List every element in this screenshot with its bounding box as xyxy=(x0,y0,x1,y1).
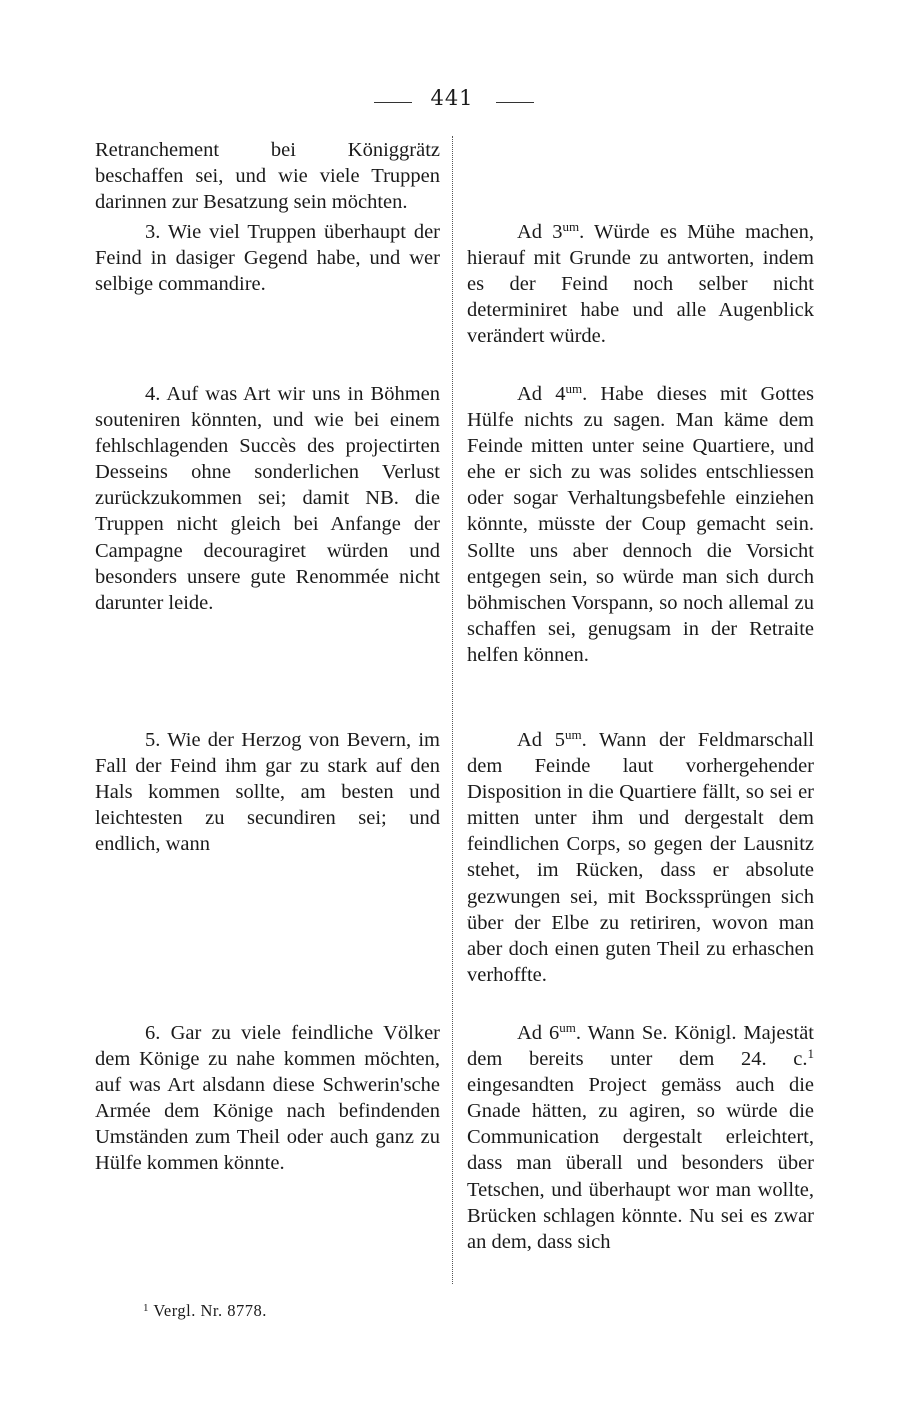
left-item-5-text: 5. Wie der Herzog von Bevern, im Fall der Feind ihm gar zu stark auf den Hals kommen sollte, am besten und leichtesten zu secundiren sei; und endlich, wann xyxy=(95,729,440,856)
ad-4-text: . Habe dieses mit Gottes Hülfe nichts zu sagen. Man käme dem Feinde mitten unter seine Quartiere, und ehe er sich zu was solides entschliessen oder sogar Verhaltungsbefehle einziehen könnte, müsste der Coup gemacht sein. Sollte uns aber dennoch die Vorsicht entgegen sein, so würde man sich durch böhmischen Vorspann, so noch allemal zu schaffen sei, genugsam in der Retraite helfen können. xyxy=(467,383,814,666)
ad-5-label: Ad 5 xyxy=(517,729,565,751)
header-rule-left xyxy=(374,102,412,103)
footnote-reference: 1 xyxy=(807,1046,814,1062)
footnote-marker: 1 xyxy=(143,1302,149,1314)
left-item-3-text: 3. Wie viel Truppen überhaupt der Feind in dasiger Gegend habe, und wer selbige commandire. xyxy=(95,221,440,296)
left-item-4-text: 4. Auf was Art wir uns in Böhmen souteniren könnten, und wie bei einem fehlschlagenden Succès des projectirten Desseins ohne sonderlichen Verlust zurückzukommen sei; damit NB. die Truppen nicht gleich bei Anfange der Campagne decouragiret würden und besonders unsere gute Renommée nicht darunter leide. xyxy=(95,383,440,614)
header-rule-right xyxy=(496,102,534,103)
ad-6-label: Ad 6 xyxy=(517,1022,560,1044)
ad-3-label: Ad 3 xyxy=(517,221,563,243)
ad-6-text-a: . Wann Se. Königl. Majestät dem bereits unter dem 24. c. xyxy=(467,1022,814,1071)
column-divider xyxy=(452,136,453,1284)
footnote xyxy=(143,1299,267,1323)
right-ad-3 xyxy=(467,219,814,349)
left-item-5 xyxy=(95,727,440,857)
ad-6-text-b: eingesandten Project gemäss auch die Gnade hätten, zu agiren, so würde die Communication dergestalt erleichtert, dass man überall und besonders über Tetschen, und überhaupt wor man wollte, Brücken schlagen könnte. Nu sei es zwar an dem, dass sich xyxy=(467,1074,814,1253)
footnote-text: Vergl. Nr. 8778. xyxy=(149,1301,267,1320)
page-header xyxy=(0,86,900,116)
ad-4-sup: um xyxy=(565,381,583,396)
ad-5-sup: um xyxy=(564,727,582,742)
ad-4-label: Ad 4 xyxy=(517,383,566,405)
right-ad-5 xyxy=(467,727,814,988)
left-item-6-text: 6. Gar zu viele feindliche Völker dem Könige zu nahe kommen möchten, auf was Art alsdann diese Schwerin'sche Armée dem Könige nach befindenden Umständen zum Theil oder auch ganz zu Hülfe kommen könnte. xyxy=(95,1022,440,1175)
left-item-4 xyxy=(95,381,440,616)
ad-5-text: . Wann der Feldmarschall dem Feinde laut vorhergehender Disposition in die Quartiere fällt, so sei er mitten unter ihm und dergestalt dem feindlichen Corps, so gegen der Lausnitz stehet, im Rücken, dass er absolute gezwungen sei, mit Bockssprüngen sich über der Elbe zu retiriren, wovon man aber doch einen guten Theil zu erhaschen verhoffte. xyxy=(467,729,814,986)
ad-6-sup: um xyxy=(559,1020,576,1035)
left-item-6 xyxy=(95,1020,440,1177)
ad-3-sup: um xyxy=(562,219,580,234)
ad-3-text: . Würde es Mühe machen, hierauf mit Grunde zu antworten, indem es der Feind noch selber nicht determiniret habe und alle Augenblick verändert würde. xyxy=(467,221,814,348)
right-ad-6 xyxy=(467,1020,814,1255)
page-number: 441 xyxy=(430,86,474,110)
left-continuation: Retranchement bei Königgrätz beschaffen sei, und wie viele Truppen darinnen zur Besatzung sein möchten. xyxy=(95,139,440,214)
right-ad-4 xyxy=(467,381,814,668)
left-item-3 xyxy=(95,219,440,297)
